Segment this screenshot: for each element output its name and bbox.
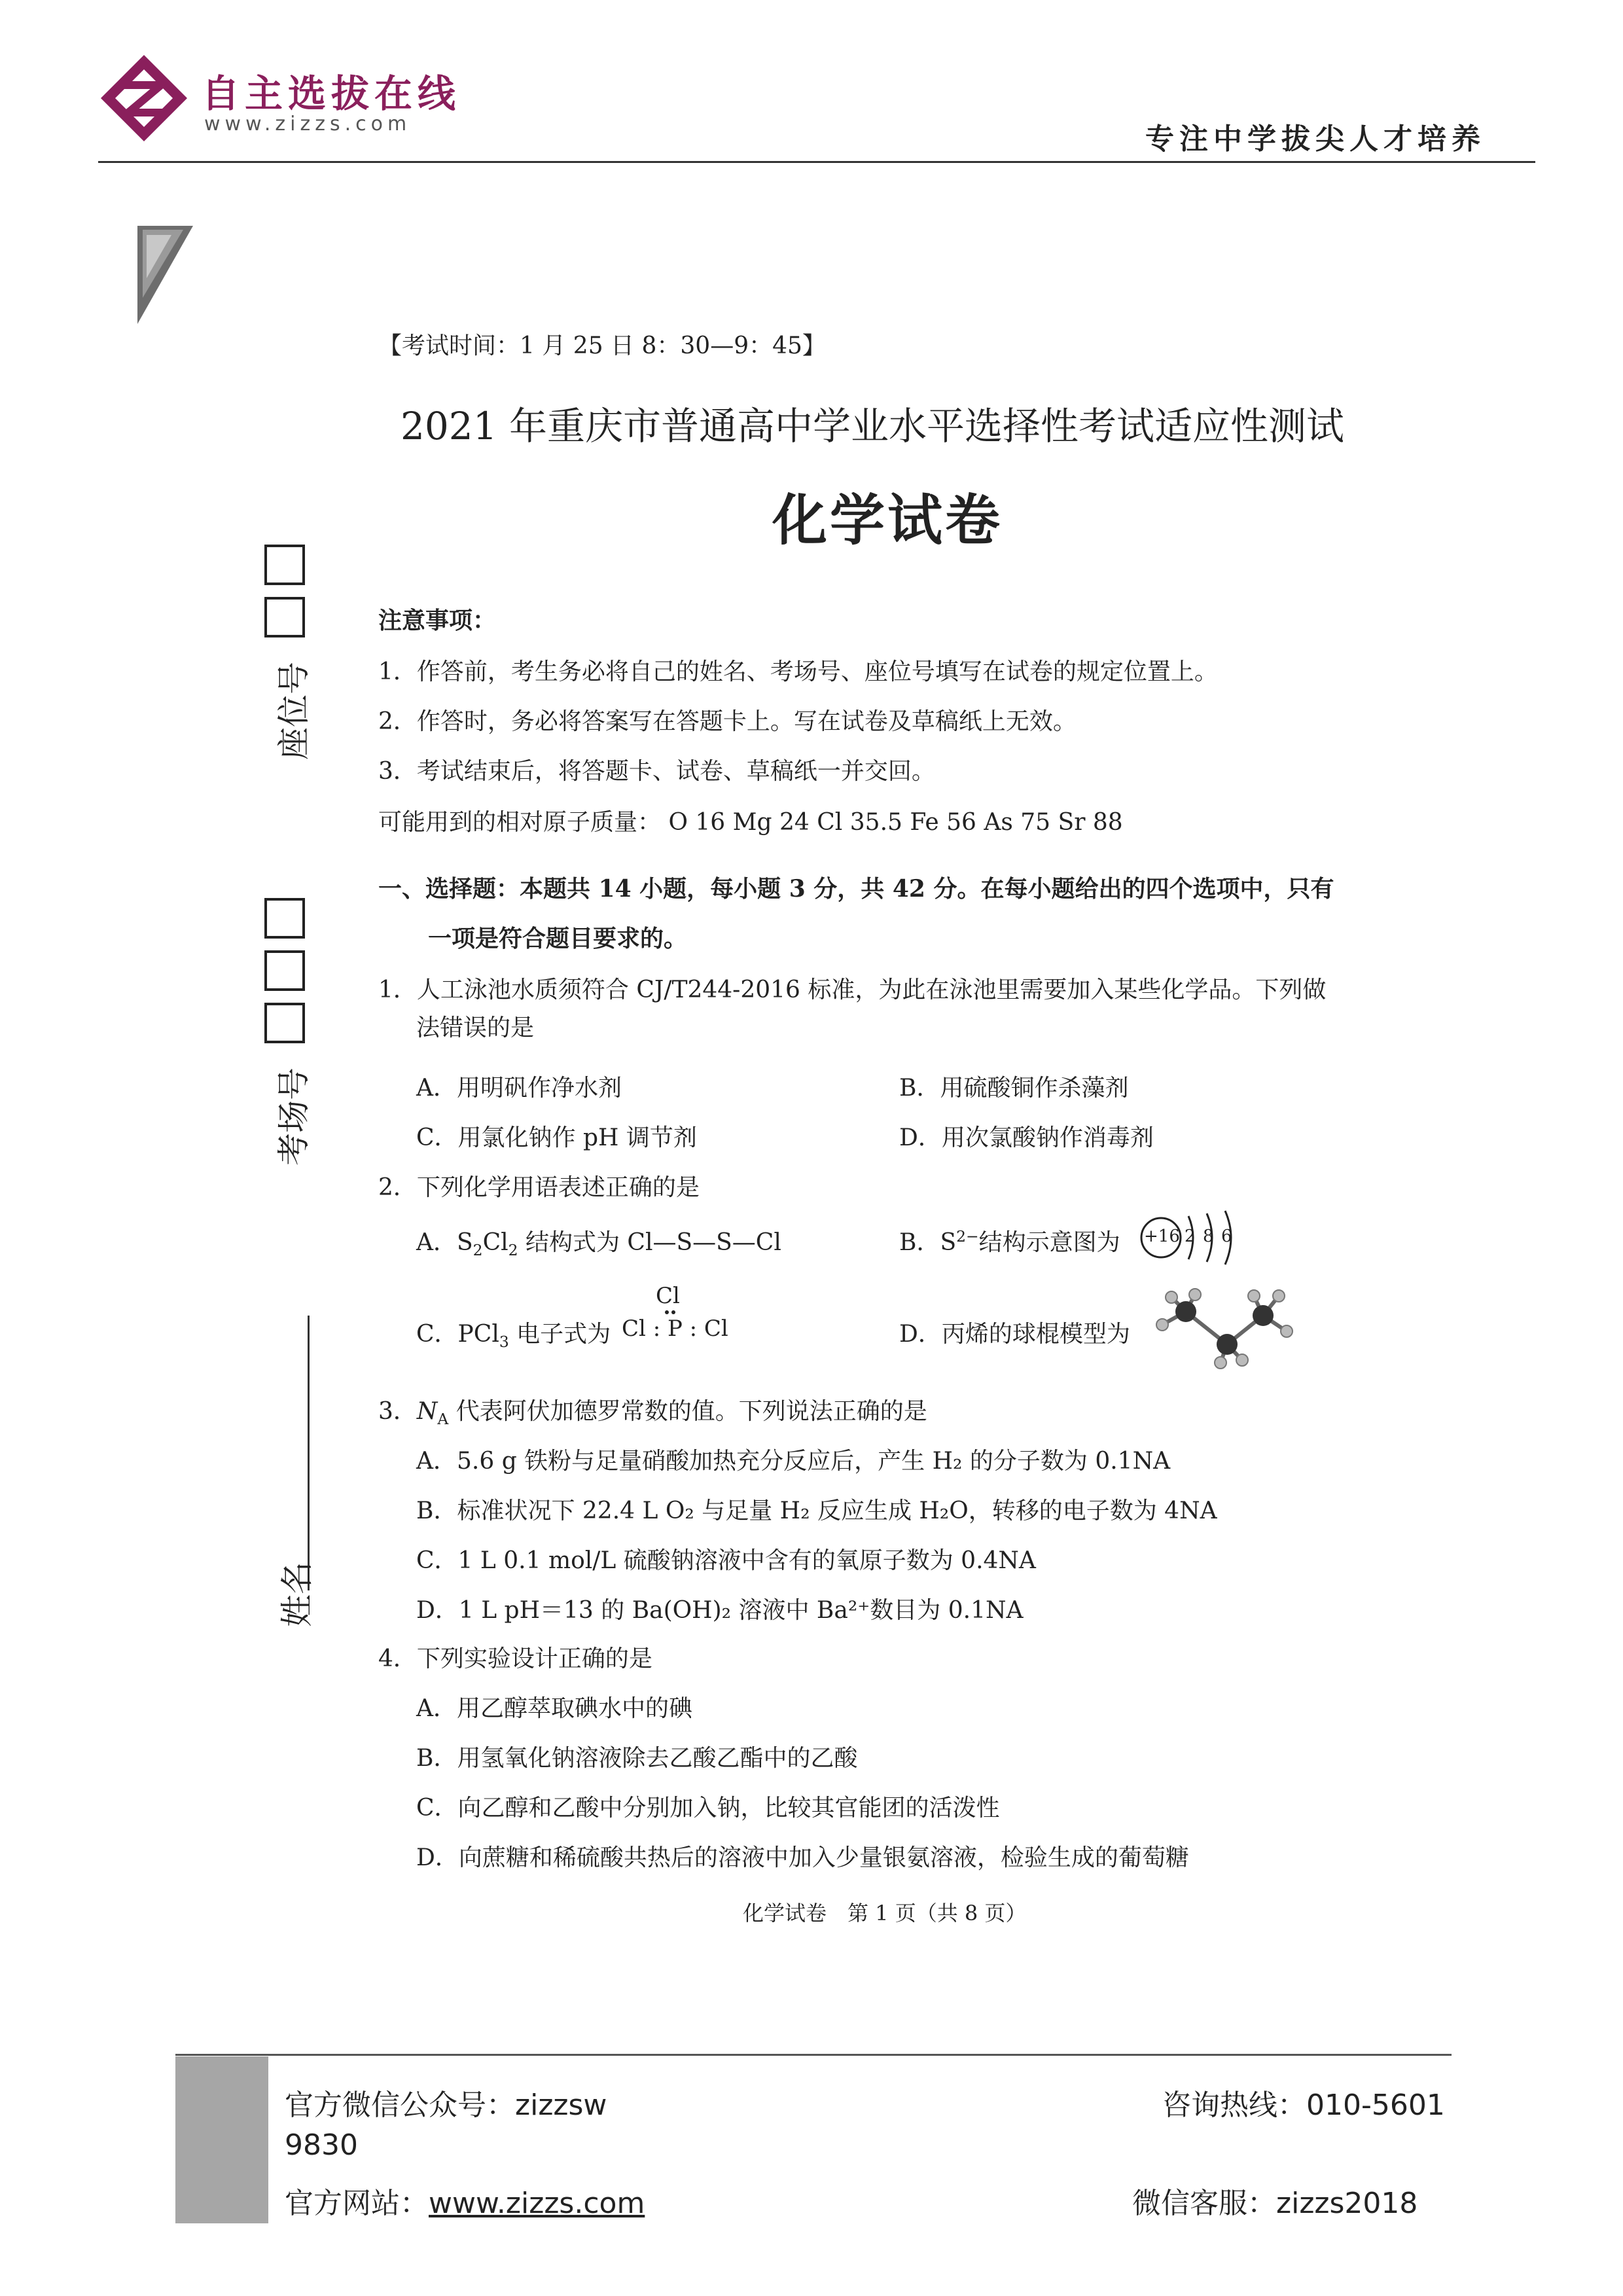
q4-option-a: A．用乙醇萃取碘水中的碘 xyxy=(416,1695,692,1722)
q4-option-d: D．向蔗糖和稀硫酸共热后的溶液中加入少量银氨溶液，检验生成的葡萄糖 xyxy=(416,1844,1189,1871)
q4-option-c: C．向乙醇和乙酸中分别加入钠，比较其官能团的活泼性 xyxy=(416,1795,1000,1821)
q2-option-b: B．$S^{2-}$结构示意图为 xyxy=(899,1227,1120,1256)
logo-mark xyxy=(98,52,190,144)
q1-stem-line2: 法错误的是 xyxy=(416,1014,535,1041)
banner-divider xyxy=(175,2054,1452,2056)
room-box-3[interactable] xyxy=(264,1003,305,1043)
seat-box-1[interactable] xyxy=(264,545,305,585)
q3-option-c: C．1 L 0.1 mol/L 硫酸钠溶液中含有的氧原子数为 0.4NA xyxy=(416,1547,1036,1574)
q2-option-d: D．丙烯的球棍模型为 xyxy=(899,1321,1130,1348)
notice-item-1: 1．作答前，考生务必将自己的姓名、考场号、座位号填写在试卷的规定位置上。 xyxy=(378,658,1218,685)
sulfide-ion-structure-diagram xyxy=(1137,1208,1242,1267)
q3-option-a: A．5.6 g 铁粉与足量硝酸加热充分反应后，产生 H₂ 的分子数为 0.1NA xyxy=(416,1448,1171,1475)
q1-stem-line1: 1．人工泳池水质须符合 CJ/T244-2016 标准，为此在泳池里需要加入某些化学品。下列做 xyxy=(378,977,1327,1003)
q2-option-a: A．$S_2Cl_2$ 结构式为 Cl—S—S—Cl xyxy=(416,1229,781,1260)
banner-wechat: 官方微信公众号：zizzsw xyxy=(285,2089,607,2122)
logo-url: www.zizzs.com xyxy=(204,113,412,135)
pcl3-electron-formula xyxy=(622,1283,753,1348)
shell-3-count: 6 xyxy=(1221,1227,1232,1246)
banner-website-link[interactable]: www.zizzs.com xyxy=(429,2187,645,2220)
name-line xyxy=(308,1316,310,1590)
slogan: 专注中学拔尖人才培养 xyxy=(1145,122,1486,156)
notice-item-3: 3．考试结束后，将答题卡、试卷、草稿纸一并交回。 xyxy=(378,758,935,785)
electron-formula-main: Cl : P : Cl xyxy=(622,1316,728,1342)
shell-2-count: 8 xyxy=(1203,1227,1214,1246)
nucleus-charge: +16 xyxy=(1144,1227,1180,1246)
banner-gray-block xyxy=(175,2056,268,2223)
section1-line1: 一、选择题：本题共 14 小题，每小题 3 分，共 42 分。在每小题给出的四个选项中，只有 xyxy=(378,875,1334,903)
q3-stem: 3．$N_A$ 代表阿伏加德罗常数的值。下列说法正确的是 xyxy=(378,1398,927,1429)
q3-option-b: B．标准状况下 22.4 L O₂ 与足量 H₂ 反应生成 H₂O，转移的电子数为 4NA xyxy=(416,1498,1217,1524)
exam-title: 2021 年重庆市普通高中学业水平选择性考试适应性测试 xyxy=(401,404,1345,448)
q4-option-b: B．用氢氧化钠溶液除去乙酸乙酯中的乙酸 xyxy=(416,1745,858,1772)
banner-website: 官方网站：www.zizzs.com xyxy=(285,2187,645,2220)
q4-stem: 4．下列实验设计正确的是 xyxy=(378,1645,652,1672)
q3-option-d: D．1 L pH＝13 的 Ba(OH)₂ 溶液中 Ba²⁺数目为 0.1NA xyxy=(416,1597,1024,1624)
banner-wechat-cont: 9830 xyxy=(285,2128,358,2162)
room-label: 考场号 xyxy=(275,1067,313,1166)
corner-decoration xyxy=(137,226,193,324)
room-box-1[interactable] xyxy=(264,898,305,939)
propene-ball-stick-model-icon xyxy=(1152,1278,1302,1369)
subject-title: 化学试卷 xyxy=(772,488,1003,552)
shell-1-count: 2 xyxy=(1185,1227,1196,1246)
seat-label: 座位号 xyxy=(275,662,313,760)
atomic-mass-line: 可能用到的相对原子质量： O 16 Mg 24 Cl 35.5 Fe 56 As 75 Sr 88 xyxy=(378,809,1123,836)
banner-service: 微信客服：zizzs2018 xyxy=(1132,2187,1418,2220)
header-divider xyxy=(98,161,1535,163)
exam-time: 【考试时间：1 月 25 日 8：30—9：45】 xyxy=(378,332,826,359)
banner-hotline: 咨询热线：010-5601 xyxy=(1162,2089,1445,2122)
seat-box-2[interactable] xyxy=(264,597,305,637)
page-number: 化学试卷 第 1 页（共 8 页） xyxy=(743,1901,1027,1926)
q1-option-a: A．用明矾作净水剂 xyxy=(416,1075,622,1102)
room-box-2[interactable] xyxy=(264,950,305,991)
q1-option-d: D．用次氯酸钠作消毒剂 xyxy=(899,1124,1154,1151)
q2-stem: 2．下列化学用语表述正确的是 xyxy=(378,1174,700,1201)
name-label: 姓名 xyxy=(278,1562,316,1627)
logo-text: 自主选拔在线 xyxy=(202,71,461,116)
q1-option-b: B．用硫酸铜作杀藻剂 xyxy=(899,1075,1129,1102)
notice-item-2: 2．作答时，务必将答案写在答题卡上。写在试卷及草稿纸上无效。 xyxy=(378,708,1077,735)
q1-option-c: C．用氯化钠作 pH 调节剂 xyxy=(416,1124,697,1151)
q2-option-c: C．PCl$_3$ 电子式为 xyxy=(416,1321,611,1352)
section1-line2: 一项是符合题目要求的。 xyxy=(428,925,688,952)
notice-heading: 注意事项： xyxy=(378,607,497,634)
electron-formula-top-cl: Cl xyxy=(656,1283,680,1309)
